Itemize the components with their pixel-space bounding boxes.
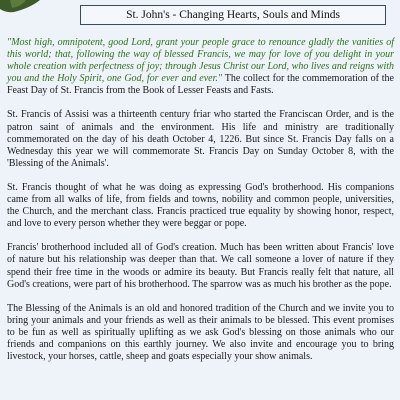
collect-paragraph [7, 37, 394, 97]
page-title: St. John's - Changing Hearts, Souls and Minds [126, 9, 340, 21]
collect-prayer: "Most high, omnipotent, good Lord, grant your people grace to renounce gladly the vanities of this world; that, following the way of blessed Francis, we may for love of you delight in your whole creation with perfectness of joy; through Jesus Christ our Lord, who lives and reigns with you and the Holy Spirit, one God, for ever and ever." [7, 37, 394, 85]
paragraph-history: St. Francis of Assisi was a thirteenth century friar who started the Franciscan Order, and is the patron saint of animals and the environment. His life and ministry are traditionally commemorated on the day of his death October 4, 1226. But since St. Francis Day falls on a Wednesday this year we will commemorate St. Francis Day on Sunday October 8, with the 'Blessing of the Animals'. [7, 109, 394, 169]
leaf-decoration-icon [0, 0, 60, 14]
page-header-banner [80, 5, 386, 25]
paragraph-brotherhood: St. Francis thought of what he was doing as expressing God's brotherhood. His companions came from all walks of life, from fields and towns, nobility and common people, universities, the Church, and the merchant class. Francis practiced true equality by showing honor, respect, and love to every person whether they were beggar or pope. [7, 181, 394, 230]
paragraph-creation: Francis' brotherhood included all of God's creation. Much has been written about Francis' love of nature but his relationship was deeper than that. We call someone a lover of nature if they spend their free time in the woods or admire its beauty. But Francis really felt that nature, all God's creations, were part of his brotherhood. The sparrow was as much his brother as the pope. [7, 242, 394, 290]
paragraph-blessing: The Blessing of the Animals is an old and honored tradition of the Church and we invite you to bring your animals and your friends as well as their animals to be blessed. This event promises to be fun as well as spiritually uplifting as we ask God's blessing on those animals who our friends and companions on this earthly journey. We also invite and encourage you to bring livestock, your horses, cattle, sheep and goats especially your show animals. [7, 302, 394, 363]
collect-note: The collect for the commemoration of the Feast Day of St. Francis from the Book of Lesser Feasts and Fasts. [7, 73, 394, 97]
article-body [7, 37, 394, 375]
